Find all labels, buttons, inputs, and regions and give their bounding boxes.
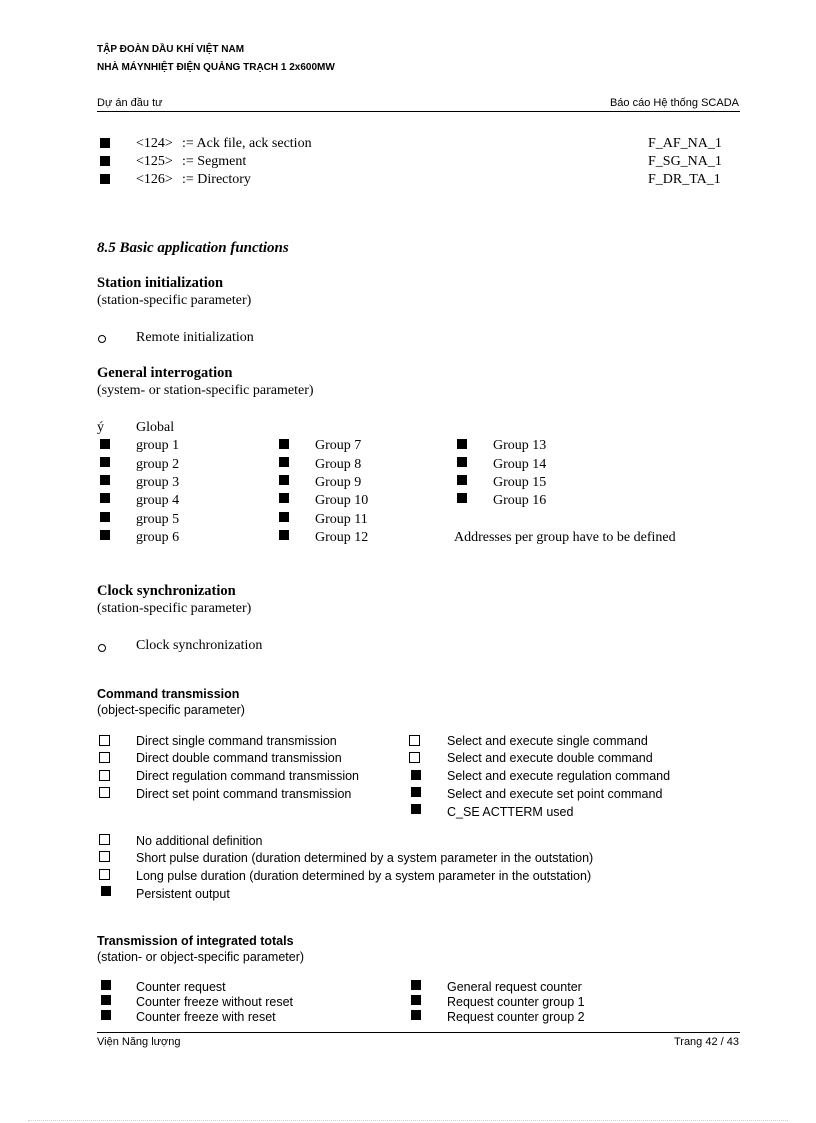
gi-note: Addresses per group have to be defined [454, 530, 676, 545]
header-right: Báo cáo Hệ thống SCADA [609, 97, 739, 109]
clock-option: Clock synchronization [136, 638, 263, 653]
gi-group: Group 14 [493, 457, 547, 472]
gi-group: Group 11 [315, 512, 368, 527]
pulse-option: Long pulse duration (duration determined by a system parameter in the outstation) [136, 869, 592, 883]
gi-group: Group 12 [315, 530, 369, 545]
checkbox-empty-icon [99, 851, 110, 862]
bullet-square-icon [279, 512, 289, 522]
bullet-square-icon [457, 457, 467, 467]
gi-param: (system- or station-specific parameter) [97, 383, 314, 398]
bullet-square-icon [100, 512, 110, 522]
bullet-square-icon [279, 475, 289, 485]
totals-title: Transmission of integrated totals [97, 934, 294, 948]
cmd-option: Select and execute single command [447, 734, 648, 748]
cmd-option: Select and execute regulation command [447, 769, 671, 783]
bullet-square-icon [100, 174, 110, 184]
bullet-square-icon [100, 475, 110, 485]
gi-global-label: Global [136, 420, 175, 435]
bullet-square-icon [100, 439, 110, 449]
gi-group: group 3 [136, 475, 180, 490]
totals-option: Counter freeze without reset [136, 995, 294, 1009]
header-left: Dự án đầu tư [97, 97, 163, 109]
gi-group: Group 16 [493, 493, 547, 508]
page-bottom-edge [28, 1120, 788, 1121]
footer-left: Viện Năng lượng [97, 1036, 181, 1048]
gi-group: group 2 [136, 457, 180, 472]
pulse-option: Short pulse duration (duration determined by a system parameter in the outstation) [136, 851, 594, 865]
header-rule [97, 111, 740, 112]
station-init-title: Station initialization [97, 275, 224, 291]
checkmark-icon: ý [97, 420, 104, 435]
file-item-id: F_DR_TA_1 [648, 172, 721, 187]
checkbox-filled-icon [411, 770, 421, 780]
bullet-square-icon [457, 439, 467, 449]
cmd-option: Direct regulation command transmission [136, 769, 360, 783]
file-item-code: <125> [136, 154, 173, 169]
gi-group: Group 15 [493, 475, 547, 490]
bullet-square-icon [279, 439, 289, 449]
section-title: 8.5 Basic application functions [97, 240, 289, 256]
checkbox-empty-icon [409, 752, 420, 763]
gi-group: Group 9 [315, 475, 362, 490]
gi-group: Group 13 [493, 438, 547, 453]
cmd-option: Direct single command transmission [136, 734, 337, 748]
cmd-option: Direct double command transmission [136, 751, 342, 765]
footer-rule [97, 1032, 740, 1033]
checkbox-empty-icon [99, 834, 110, 845]
totals-param: (station- or object-specific parameter) [97, 950, 305, 964]
totals-option: Request counter group 1 [447, 995, 585, 1009]
totals-option: Counter request [136, 980, 226, 994]
bullet-square-icon [100, 156, 110, 166]
checkbox-filled-icon [411, 787, 421, 797]
checkbox-filled-icon [101, 1010, 111, 1020]
gi-group: group 4 [136, 493, 180, 508]
gi-title: General interrogation [97, 365, 233, 381]
checkbox-filled-icon [101, 995, 111, 1005]
totals-option: Counter freeze with reset [136, 1010, 276, 1024]
checkbox-empty-icon [99, 770, 110, 781]
file-item-code: <126> [136, 172, 173, 187]
file-item-code: <124> [136, 136, 173, 151]
checkbox-empty-icon [99, 787, 110, 798]
checkbox-filled-icon [101, 980, 111, 990]
file-item-desc: := Segment [182, 154, 247, 169]
checkbox-filled-icon [411, 1010, 421, 1020]
bullet-square-icon [457, 493, 467, 503]
bullet-square-icon [279, 457, 289, 467]
file-item-id: F_AF_NA_1 [648, 136, 722, 151]
cmd-option: Select and execute set point command [447, 787, 663, 801]
checkbox-filled-icon [101, 886, 111, 896]
checkbox-empty-icon [99, 869, 110, 880]
bullet-square-icon [279, 493, 289, 503]
cmd-title: Command transmission [97, 687, 240, 701]
file-item-desc: := Directory [182, 172, 251, 187]
bullet-square-icon [279, 530, 289, 540]
checkbox-empty-icon [99, 752, 110, 763]
gi-group: Group 10 [315, 493, 369, 508]
radio-circle-icon [98, 335, 106, 343]
checkbox-filled-icon [411, 995, 421, 1005]
checkbox-filled-icon [411, 980, 421, 990]
gi-group: group 6 [136, 530, 180, 545]
file-item-desc: := Ack file, ack section [182, 136, 312, 151]
bullet-square-icon [457, 475, 467, 485]
cmd-option: Select and execute double command [447, 751, 653, 765]
header-plant: NHÀ MÁYNHIỆT ĐIỆN QUẢNG TRẠCH 1 2x600MW [97, 62, 335, 73]
checkbox-filled-icon [411, 804, 421, 814]
file-item-id: F_SG_NA_1 [648, 154, 722, 169]
gi-group: Group 8 [315, 457, 362, 472]
bullet-square-icon [100, 530, 110, 540]
station-init-option: Remote initialization [136, 330, 254, 345]
pulse-option: Persistent output [136, 887, 230, 901]
cmd-option: Direct set point command transmission [136, 787, 352, 801]
bullet-square-icon [100, 493, 110, 503]
bullet-square-icon [100, 457, 110, 467]
cmd-option: C_SE ACTTERM used [447, 805, 574, 819]
checkbox-empty-icon [409, 735, 420, 746]
bullet-square-icon [100, 138, 110, 148]
clock-param: (station-specific parameter) [97, 601, 252, 616]
gi-group: group 5 [136, 512, 180, 527]
cmd-param: (object-specific parameter) [97, 703, 245, 717]
gi-group: group 1 [136, 438, 180, 453]
checkbox-empty-icon [99, 735, 110, 746]
totals-option: General request counter [447, 980, 582, 994]
gi-group: Group 7 [315, 438, 362, 453]
pulse-option: No additional definition [136, 834, 263, 848]
radio-circle-icon [98, 644, 106, 652]
totals-option: Request counter group 2 [447, 1010, 585, 1024]
header-org: TẬP ĐOÀN DẦU KHÍ VIỆT NAM [97, 44, 245, 55]
footer-page-number: Trang 42 / 43 [673, 1036, 739, 1048]
station-init-param: (station-specific parameter) [97, 293, 252, 308]
clock-title: Clock synchronization [97, 583, 236, 599]
